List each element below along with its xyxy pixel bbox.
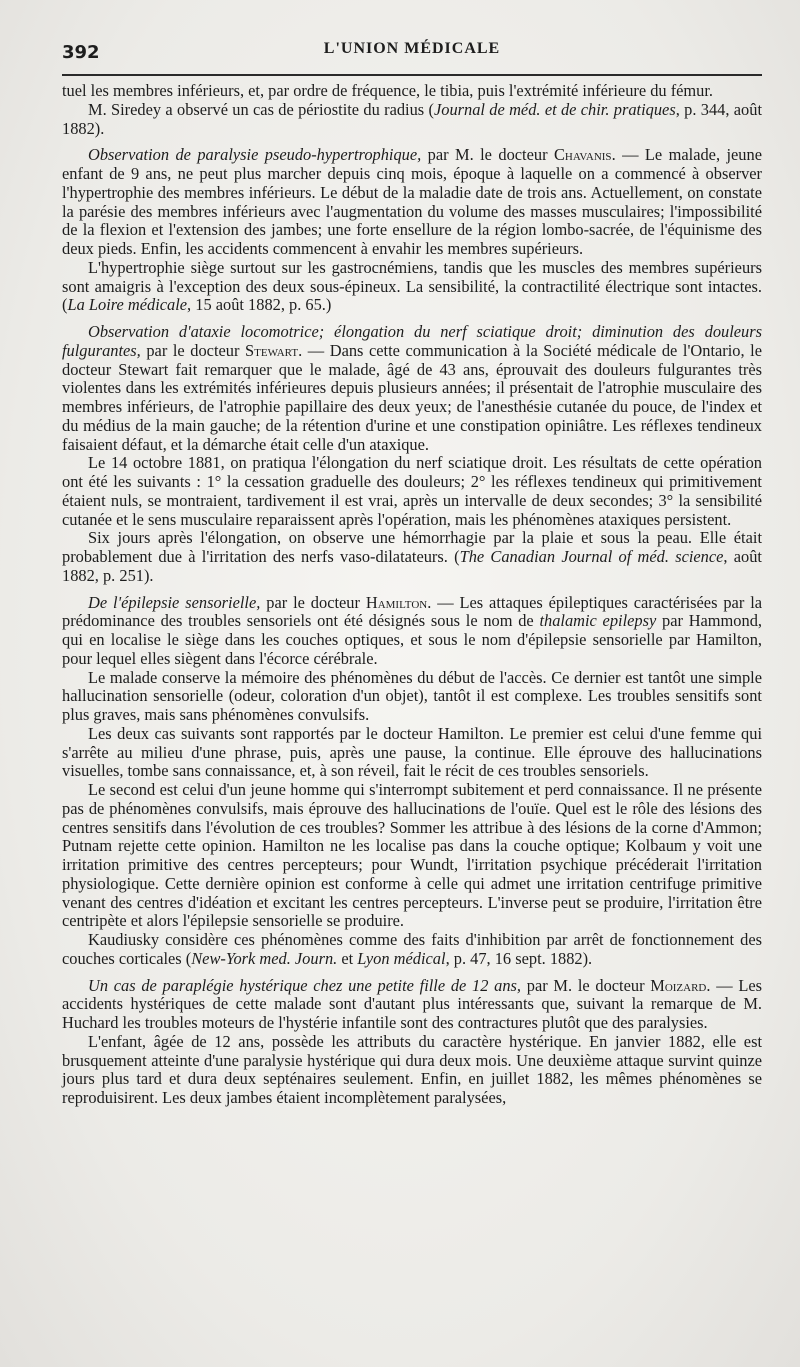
- citation: New-York med. Journ.: [191, 948, 338, 968]
- citation: La Loire médicale: [67, 295, 188, 315]
- text-run: Kaudiusky considère ces phénomènes comme des faits d'inhibition par arrêt de fonctionnement des couches corticales (: [62, 930, 762, 968]
- paragraph-siredey: [62, 101, 762, 139]
- text-run: par le docteur: [260, 592, 366, 612]
- article-chavanis: [62, 146, 762, 259]
- text-run: M. Siredey a observé un cas de périostite du radius (: [88, 99, 434, 119]
- text-run: par M. le docteur: [421, 145, 554, 165]
- text-run: Les deux cas suivants sont rapportés par le docteur Hamilton. Le premier est celui d'une femme qui s'arrête au milieu d'une phrase, puis, après une pause, la continue. Elle éprouve des hallucinations visuelles, tombe sans connaissance, et, à son réveil, fait le récit de ces troubles sensoriels.: [62, 723, 762, 781]
- author-name: Chavanis: [553, 145, 612, 165]
- text-run: , août 1882, p. 251).: [62, 547, 762, 585]
- text-run: . — Le malade, jeune enfant de 9 ans, ne peut plus marcher depuis cinq mois, époque à laquelle on a commencé à observer l'hypertrophie des membres inférieurs. Le début de la maladie date de trois ans. Actuellement, on constate la parésie des membres inférieurs avec l'augmentation du volume des masses musculaires; l'impossibilité de la flexion et l'extension des jambes; une forte ensellure de la région lombo-sacrée, de l'équinisme des deux pieds. Enfin, les accidents commencent à envahir les membres supérieurs.: [62, 145, 762, 258]
- paragraph-continued: [62, 82, 762, 101]
- article-title: Observation de paralysie pseudo-hypertrophique,: [88, 145, 422, 165]
- text-run: , p. 47, 16 sept. 1882).: [445, 948, 593, 968]
- text-run: tuel les membres inférieurs, et, par ordre de fréquence, le tibia, puis l'extrémité inférieure du fémur.: [62, 81, 714, 100]
- paragraph: [62, 1033, 762, 1108]
- citation: The Canadian Journal of méd. science: [459, 547, 724, 566]
- text-run: Six jours après l'élongation, on observe une hémorrhagie par la plaie et sous la peau. Elle était probablement due à l'irritation des nerfs vaso-dilatateurs. (: [62, 528, 762, 566]
- citation: Journal de méd. et de chir. pratiques: [433, 99, 676, 119]
- article-title: Observation d'ataxie locomotrice; élongation du nerf sciatique droit; diminution des douleurs fulgurantes,: [62, 322, 762, 360]
- article-moizard: [62, 977, 762, 1033]
- text-run: Le malade conserve la mémoire des phénomènes du début de l'accès. Ce dernier est tantôt une simple hallucination sensorielle (odeur, coloration d'un objet), tantôt il est complexe. Les troubles sensitifs sont plus graves, mais sans phénomènes convulsifs.: [62, 667, 762, 724]
- text-run: par le docteur: [140, 340, 246, 360]
- text-run: , p. 344, août 1882).: [62, 99, 762, 138]
- article-stewart: [62, 323, 762, 454]
- text-run: Le second est celui d'un jeune homme qui s'interrompt subitement et perd connaissance. Il ne présente pas de phénomènes convulsifs, mais éprouve des hallucinations de l'ouïe. Quel est le rôle des lésions des centres sensitifs dans l'évolution de ces troubles? Sommer les attribue à des lésions de la corne d'Ammon; Putnam rejette cette opinion. Hamilton ne les localise pas dans la couche optique; Kolbaum y voit une irritation primitive des centres percepteurs; pour Wundt, l'irritation psychique précéderait l'irritation physiologique. Cette dernière opinion est conforme à celle qui admet une irritation centrifuge primitive venant des centres d'idéation et excitant les centres percepteurs. L'inverse peut se produire, l'irritation être centripète et alors l'épilepsie sensorielle se produire.: [62, 780, 762, 931]
- running-title: L'UNION MÉDICALE: [323, 40, 501, 57]
- text-run: L'enfant, âgée de 12 ans, possède les attributs du caractère hystérique. En janvier 1882, elle est brusquement atteinte d'une paralysie hystérique qui dura deux mois. Une deuxième attaque survint quinze jours plus tard et dura deux septénaires seulement. Enfin, en juillet 1882, les mêmes phénomènes se reproduisirent. Les deux jambes étaient incomplètement paralysées,: [62, 1031, 762, 1107]
- citation: Lyon médical: [357, 948, 446, 968]
- article-hamilton: [62, 594, 762, 669]
- text-run: . — Les accidents hystériques de cette malade sont d'autant plus intéressants que, suivant la remarque de M. Huchard les troubles moteurs de l'hystérie infantile sont des contractures plutôt que des paralysies.: [62, 975, 762, 1032]
- text-run: Le 14 octobre 1881, on pratiqua l'élongation du nerf sciatique droit. Les résultats de cette opération ont été les suivants : 1° la cessation graduelle des douleurs; 2° les réflexes tendineux qui primitivement étaient nuls, se montraient, tardivement il est vrai, après un intervalle de deux secondes; 3° la sensibilité cutanée et le sens musculaire reparaissent après l'opération, mais les phénomènes ataxiques persistent.: [62, 453, 762, 529]
- page-header: [62, 34, 762, 70]
- text-run: et: [337, 948, 358, 968]
- paragraph: [62, 259, 762, 315]
- page-number: 392: [62, 42, 100, 63]
- article-title: De l'épilepsie sensorielle,: [88, 592, 261, 612]
- article-title: Un cas de paraplégie hystérique chez une petite fille de 12 ans,: [88, 975, 522, 995]
- text-run: . — Les attaques épileptiques caractérisées par la prédominance des troubles sensoriels ont été désignés sous le nom de: [62, 592, 763, 631]
- text-run: par M. le docteur: [521, 975, 651, 995]
- author-name: Stewart: [245, 340, 299, 360]
- paragraph: [62, 529, 762, 585]
- header-rule: [62, 74, 762, 76]
- text-run: par Hammond, qui en localise le siège dans les couches optiques, et sous le nom d'épilepsie sensorielle par Hamilton, pour lequel elles siègent dans l'écorce cérébrale.: [62, 611, 762, 668]
- paragraph: [62, 669, 762, 725]
- paragraph: [62, 454, 762, 529]
- author-name: Moizard: [650, 975, 707, 995]
- text-run: L'hypertrophie siège surtout sur les gastrocnémiens, tandis que les muscles des membres supérieurs sont amaigris à l'exception des deux sous-épineux. La sensibilité, la contractilité électrique sont intactes. (: [62, 257, 762, 315]
- text-run: , 15 août 1882, p. 65.): [187, 295, 332, 315]
- author-name: Hamilton: [365, 592, 428, 612]
- term: thalamic epilepsy: [539, 611, 657, 631]
- paragraph: [62, 931, 762, 969]
- text-run: . — Dans cette communication à la Société médicale de l'Ontario, le docteur Stewart fait remarquer que le malade, âgé de 43 ans, éprouvait des douleurs fulgurantes très violentes dans les extrémités inférieures depuis plusieurs années; il présentait de l'atrophie musculaire des membres inférieurs, de l'atrophie papillaire des deux yeux; de l'anesthésie cutanée du pouce, de l'index et du médius de la main gauche; de la rétention d'urine et une constipation opiniâtre. Les réflexes tendineux faisaient défaut, et la démarche était celle d'un ataxique.: [62, 340, 762, 454]
- paragraph: [62, 725, 762, 781]
- paragraph: [62, 781, 762, 931]
